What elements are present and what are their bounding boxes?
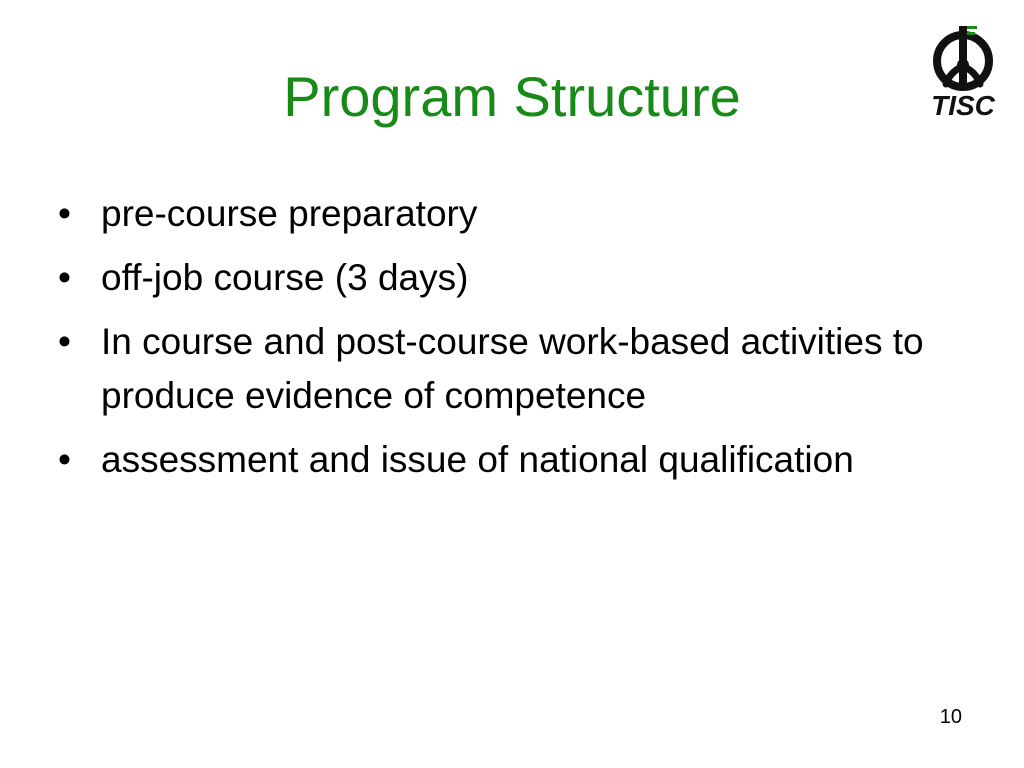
bullet-item bbox=[58, 315, 958, 423]
bullet-item bbox=[58, 251, 958, 305]
bullet-mark: • bbox=[58, 321, 71, 362]
bullet-mark: • bbox=[58, 257, 71, 298]
bullet-mark: • bbox=[58, 439, 71, 480]
bullet-text: pre-course preparatory bbox=[101, 193, 478, 234]
tisc-logo bbox=[918, 22, 1008, 122]
slide-title: Program Structure bbox=[283, 65, 741, 128]
bullet-list bbox=[58, 187, 958, 497]
bullet-text: off-job course (3 days) bbox=[101, 257, 469, 298]
bullet-text: assessment and issue of national qualification bbox=[101, 439, 854, 480]
page-number: 10 bbox=[939, 706, 962, 728]
bullet-item bbox=[58, 433, 958, 487]
tisc-emblem-icon bbox=[918, 22, 1008, 92]
logo-text: TISC bbox=[931, 90, 995, 121]
bullet-text: In course and post-course work-based activities to produce evidence of competence bbox=[101, 321, 924, 416]
bullet-item bbox=[58, 187, 958, 241]
bullet-mark: • bbox=[58, 193, 71, 234]
